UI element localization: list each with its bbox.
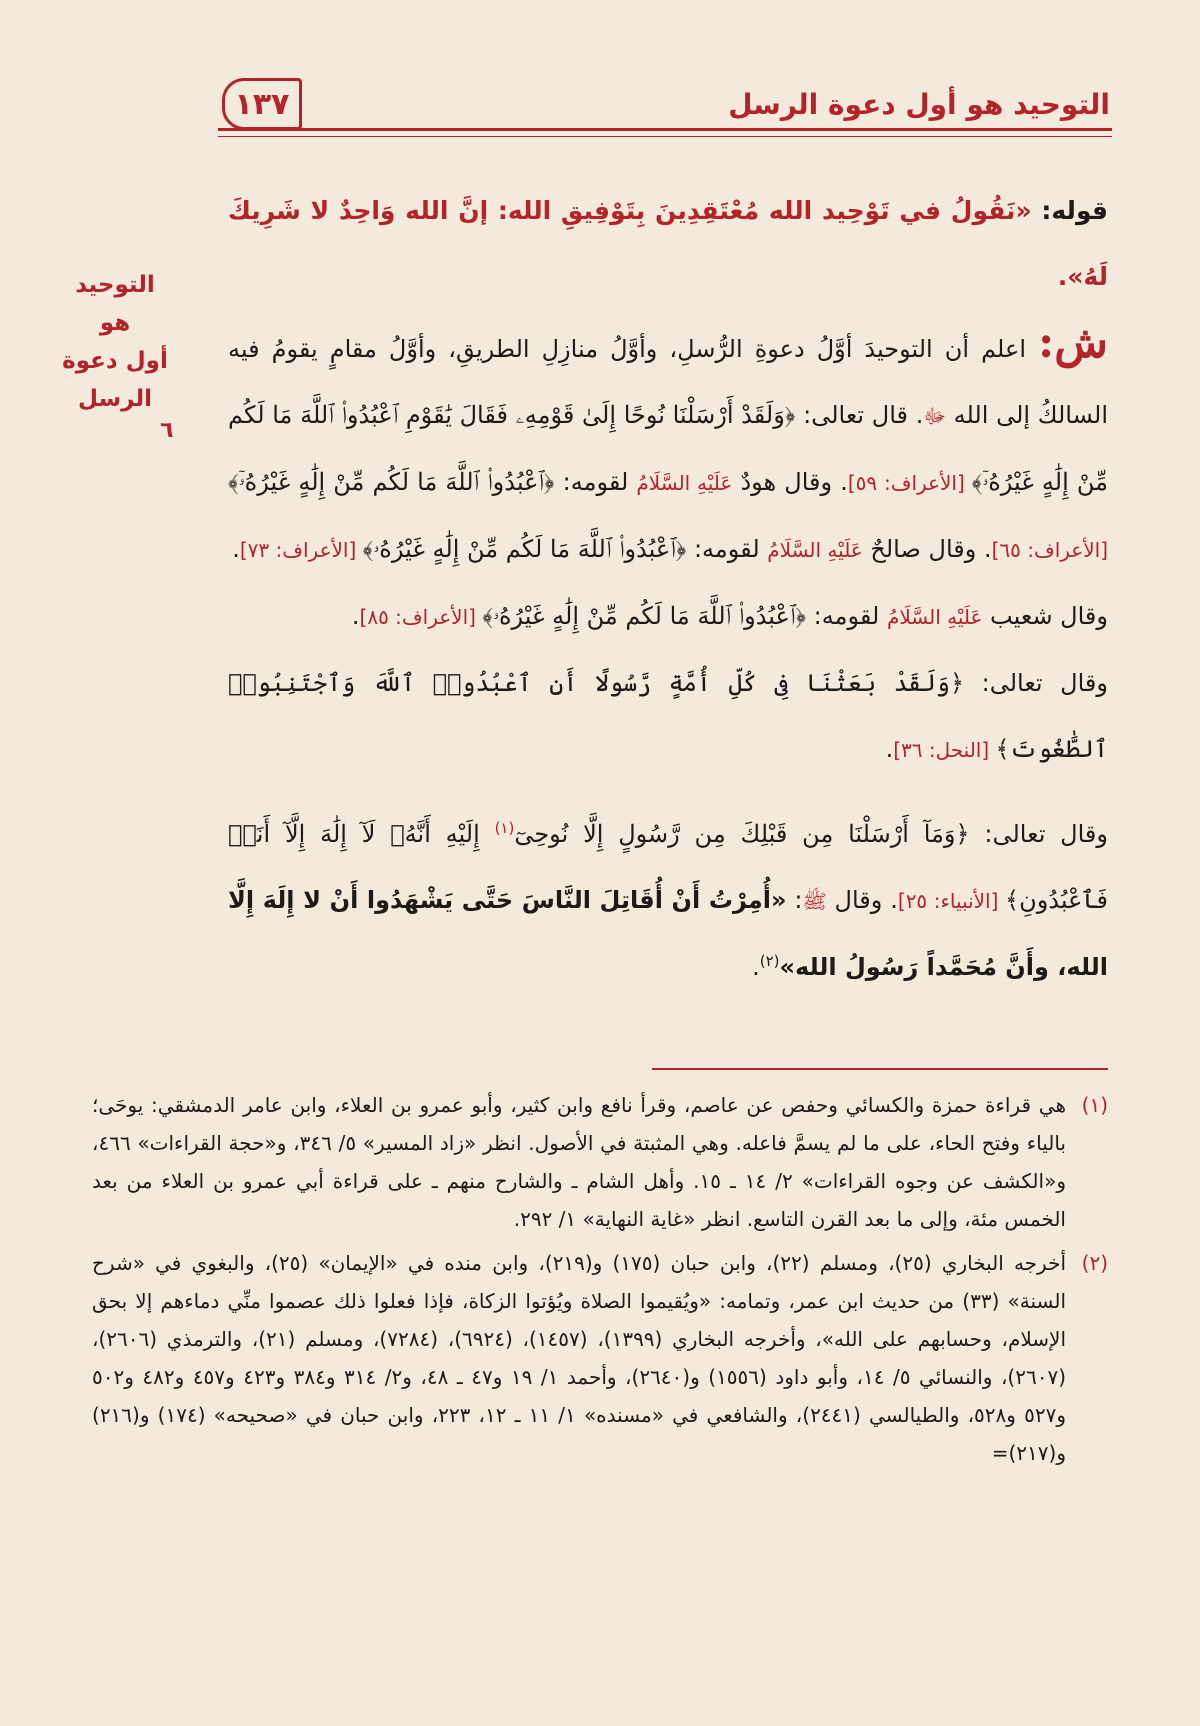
paragraph xyxy=(228,310,1108,583)
text-run: لقومه: xyxy=(806,602,887,630)
verse-reference: [الأعراف: ٦٥] xyxy=(991,538,1108,562)
text-run: . xyxy=(752,953,760,981)
footnote-number: (١) xyxy=(1081,1093,1108,1117)
intro-quote: «نَقُولُ في تَوْحِيد الله مُعْتَقِدِينَ بِتَوْفِيقِ الله: إنَّ الله وَاحِدٌ لا شَرِيكَ لَهُ». xyxy=(228,196,1108,291)
text-run: . xyxy=(232,535,240,563)
text-run: اعلم أن التوحيدَ أوَّلُ دعوةِ الرُّسلِ، وأوَّلُ منازِلِ الطريقِ، وأوَّلُ مقامٍ يقومُ فيه السالكُ إلى الله xyxy=(228,335,1109,429)
honorific: ﷺ xyxy=(802,889,827,913)
verse-reference: [الأعراف: ٧٣] xyxy=(239,538,363,562)
margin-number: ٦ xyxy=(160,418,174,443)
footnote-number: (٢) xyxy=(1081,1251,1108,1275)
intro-label: قوله: xyxy=(1031,196,1108,225)
footnote-rule xyxy=(652,1068,1108,1070)
footnote-marker[interactable]: (١) xyxy=(494,819,515,837)
text-run: . xyxy=(885,735,894,763)
footnote xyxy=(92,1086,1108,1238)
text-run: . قال تعالى: xyxy=(795,401,924,429)
footnote-marker[interactable]: (٢) xyxy=(759,952,780,970)
quran-verse: ﴿ٱعْبُدُوا۟ ٱللَّهَ مَا لَكُم مِّنْ إِلَٰهٍ غَيْرُهُۥ﴾ xyxy=(482,602,807,630)
honorific: عَلَيْهِ السَّلَامُ xyxy=(767,538,863,562)
honorific: عَلَيْهِ السَّلَامُ xyxy=(886,605,983,629)
paragraph xyxy=(228,801,1108,1000)
honorific: عَلَيْهِ السَّلَامُ xyxy=(636,471,733,495)
footnote-text: أخرجه البخاري (٢٥)، ومسلم (٢٢)، وابن حبان (١٧٥) و(٢١٩)، وابن منده في «الإيمان» (٢٥)، والبغوي في «شرح السنة» (٣٣) من حديث ابن عمر، وتمامه: «ويُقيموا الصلاة ويُؤتوا الزكاة، فإذا فعلوا ذلك عصموا منِّي دماءهم إلا بحق الإسلام، وحسابهم على الله»، وأخرجه البخاري (١٣٩٩)، (١٤٥٧)، (٦٩٢٤)، (٧٢٨٤)، ومسلم (٢١)، والترمذي (٢٦٠٦)، (٢٦٠٧)، والنسائي ٥/ ١٤، وأبو داود (١٥٥٦) و(٢٦٤٠)، وأحمد ١/ ١٩ و٤٧ ـ ٤٨، و٢/ ٣١٤ و٣٨٤ و٤٢٣ و٤٥٧ و٤٨٢ و٥٠٢ و٥٢٧ و٥٢٨، والطيالسي (٢٤٤١)، والشافعي في «مسنده» ١/ ١١ ـ ١٢، ٢٢٣، وابن حبان في «صحيحه» (١٧٤) و(٢١٦) و(٢١٧)= xyxy=(92,1251,1067,1465)
main-text xyxy=(228,178,1108,1000)
verse-reference: [الأعراف: ٨٥] xyxy=(359,605,483,629)
quran-verse: ﴿ٱعْبُدُوا۟ ٱللَّهَ مَا لَكُم مِّنْ إِلَٰهٍ غَيْرُهُۥ﴾ xyxy=(362,535,687,563)
paragraph xyxy=(228,650,1108,783)
header-rule-thin xyxy=(218,136,1112,137)
footnotes xyxy=(92,1086,1108,1478)
verse-reference: [النحل: ٣٦] xyxy=(893,738,996,762)
text-run: وقال تعالى: xyxy=(964,669,1108,697)
honorific: ﷻ xyxy=(923,404,946,428)
paragraph-gap xyxy=(228,783,1108,801)
hadith-quote: «أُمِرْتُ أَنْ أُقَاتِلَ النَّاسَ حَتَّى يَشْهَدُوا أَنْ لا إِلَهَ إِلَّا الله، وأَنَّ مُحَمَّداً رَسُولُ الله» xyxy=(228,886,1108,981)
text-run: وقال تعالى: xyxy=(969,820,1108,848)
margin-heading xyxy=(60,266,170,418)
margin-heading-line: الرسل xyxy=(78,386,152,412)
margin-heading-line: التوحيد هو xyxy=(75,272,155,336)
text-run: لقومه: xyxy=(554,468,637,496)
intro-line xyxy=(228,178,1108,310)
quran-verse: إِلَيْهِ أَنَّهُۥ لَآ إِلَٰهَ إِلَّآ أَنَا۠ فَٱعْبُدُونِ﴾ xyxy=(228,820,1109,914)
quran-verse: ﴿وَلَقَدْ أَرْسَلْنَا نُوحًا إِلَىٰ قَوْمِهِۦ فَقَالَ يَٰقَوْمِ ٱعْبُدُوا۟ ٱللَّهَ مَا لَكُم مِّنْ إِلَٰهٍ غَيْرُهُۥٓ﴾ xyxy=(228,401,1108,496)
text-run: وقال شعيب xyxy=(982,602,1108,630)
text-run: : xyxy=(786,886,803,914)
text-run: . وقال صالحٌ xyxy=(862,535,992,563)
margin-heading-line: أول دعوة xyxy=(62,348,168,374)
text-run: لقومه: xyxy=(686,535,768,563)
page-number-badge: ١٣٧ xyxy=(222,78,302,130)
text-run: . xyxy=(351,602,360,630)
footnote-text: هي قراءة حمزة والكسائي وحفص عن عاصم، وقرأ نافع وابن كثير، وأبو عمرو بن العلاء، وابن عامر الدمشقي: يوحَى؛ بالياء وفتح الحاء، على ما لم يسمَّ فاعله. وهي المثبتة في الأصول. انظر «زاد المسير» ٥/ ٣٤٦، و«حجة القراءات» ٤٦٦، و«الكشف عن وجوه القراءات» ٢/ ١٤ ـ ١٥. وأهل الشام ـ والشارح منهم ـ على قراءة أبي عمرو بن العلاء من بعد الخمس مئة، وإلى ما بعد القرن التاسع. انظر «غاية النهاية» ١/ ٢٩٢. xyxy=(92,1093,1066,1231)
sh-mark: ش: xyxy=(1038,317,1108,368)
running-title: التوحيد هو أول دعوة الرسل xyxy=(728,88,1110,121)
verse-reference: [الأعراف: ٥٩] xyxy=(847,471,972,495)
text-run: . وقال xyxy=(826,886,898,914)
quran-verse: ﴿ٱعْبُدُوا۟ ٱللَّهَ مَا لَكُم مِّنْ إِلَٰهٍ غَيْرُهُۥٓ﴾ xyxy=(228,468,555,496)
quran-verse: ﴿وَلَقَدْ بَعَثْنَا فِى كُلِّ أُمَّةٍ رَّسُولًا أَنِ ٱعْبُدُوا۟ ٱللَّهَ وَٱجْتَنِبُوا۟ ٱلطَّٰغُوتَ﴾ xyxy=(228,669,1108,763)
quran-verse: ﴿وَمَآ أَرْسَلْنَا مِن قَبْلِكَ مِن رَّسُولٍ إِلَّا نُوحِىٓ xyxy=(514,820,970,848)
footnote xyxy=(92,1244,1108,1472)
verse-reference: [الأنبياء: ٢٥] xyxy=(897,889,1006,913)
text-run: . وقال هودٌ xyxy=(732,468,848,496)
header-rule xyxy=(218,128,1112,131)
paragraph xyxy=(228,583,1108,650)
